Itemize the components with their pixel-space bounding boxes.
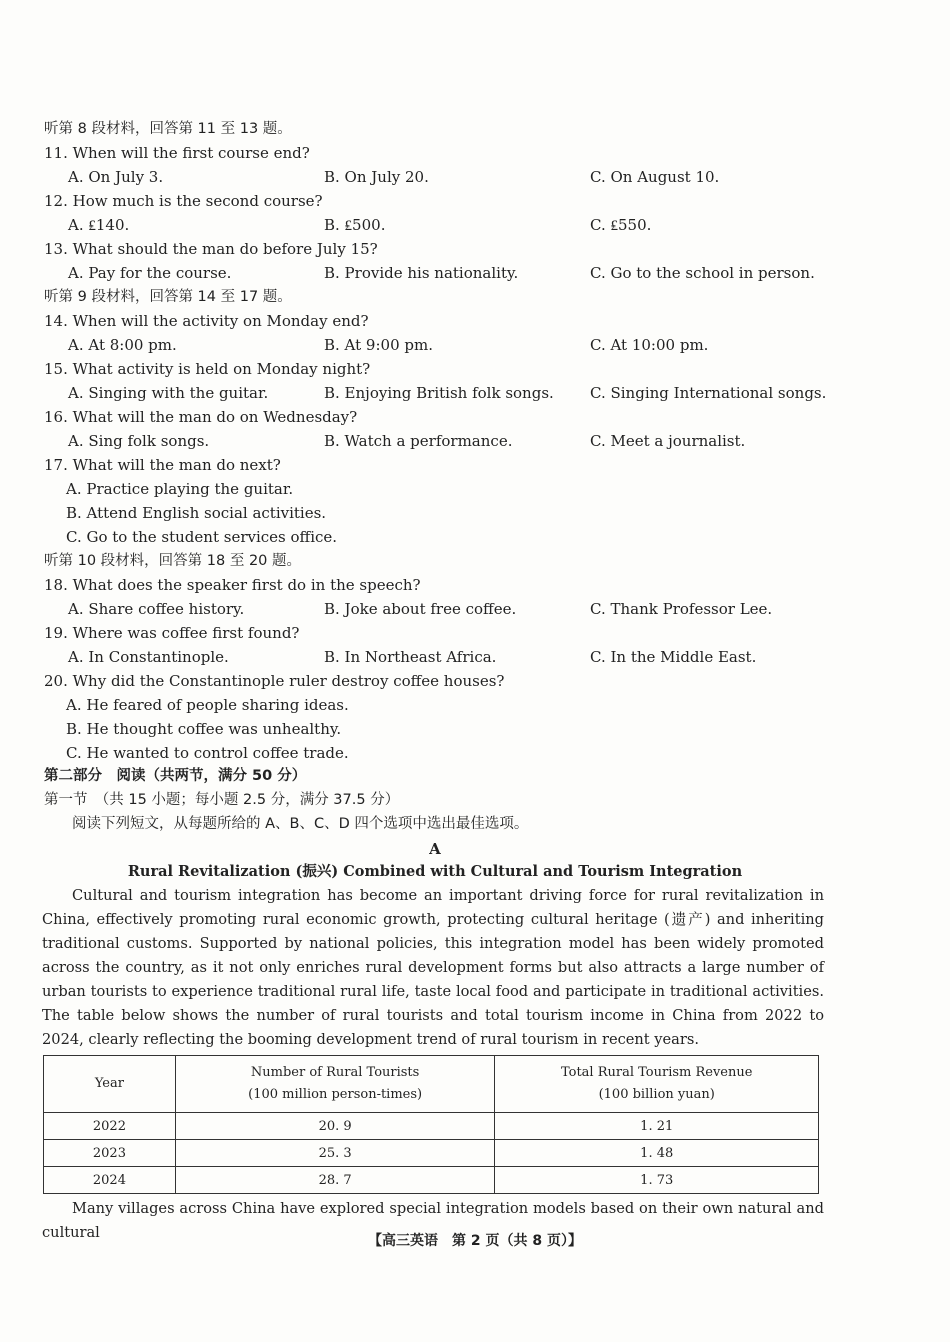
section1-title: 第一节 （共 15 小题；每小题 2.5 分，满分 37.5 分） (44, 792, 400, 808)
answer-option: A. Practice playing the guitar. (66, 480, 294, 498)
cell-tourists: 20. 9 (175, 1113, 495, 1140)
question-stem: 18. What does the speaker first do in the speech? (44, 576, 421, 594)
question-stem: 14. When will the activity on Monday end? (44, 312, 369, 330)
answer-option: A. Sing folk songs. (68, 432, 210, 450)
cell-tourists: 25. 3 (175, 1140, 495, 1167)
header-revenue-unit: (100 billion yuan) (598, 1087, 715, 1102)
answer-option: A. ₤140. (68, 216, 130, 234)
passage-title: Rural Revitalization (振兴) Combined with Cultural and Tourism Integration (127, 863, 743, 880)
answer-option: B. Joke about free coffee. (324, 600, 517, 618)
passage-letter: A (429, 840, 441, 858)
page-footer: 【高三英语 第 2 页（共 8 页）】 (368, 1233, 582, 1249)
table-row (44, 1167, 819, 1194)
answer-option: B. Watch a performance. (324, 432, 513, 450)
answer-option: C. At 10:00 pm. (590, 336, 709, 354)
question-stem: 13. What should the man do before July 15? (44, 240, 378, 258)
header-tourists (175, 1056, 495, 1113)
reading-instruction: 阅读下列短文，从每题所给的 A、B、C、D 四个选项中选出最佳选项。 (72, 816, 529, 832)
question-stem: 15. What activity is held on Monday night? (44, 360, 371, 378)
answer-option: B. He thought coffee was unhealthy. (66, 720, 342, 738)
answer-option: A. On July 3. (68, 168, 164, 186)
passage-paragraph-2: Many villages across China have explored special integration models based on their own natural and cultural (42, 1200, 824, 1241)
answer-option: A. At 8:00 pm. (68, 336, 177, 354)
answer-option: C. He wanted to control coffee trade. (66, 744, 349, 762)
cell-year: 2022 (44, 1113, 176, 1140)
answer-option: B. In Northeast Africa. (324, 648, 497, 666)
cell-year: 2023 (44, 1140, 176, 1167)
table-header-row (44, 1056, 819, 1113)
part2-title: 第二部分 阅读（共两节，满分 50 分） (44, 768, 307, 784)
answer-option: C. On August 10. (590, 168, 720, 186)
question-stem: 11. When will the first course end? (44, 144, 310, 162)
answer-option: C. Go to the school in person. (590, 264, 815, 282)
question-stem: 16. What will the man do on Wednesday? (44, 408, 358, 426)
answer-option: A. Share coffee history. (68, 600, 245, 618)
table-row (44, 1140, 819, 1167)
section-header: 听第 10 段材料，回答第 18 至 20 题。 (44, 553, 302, 569)
answer-option: B. Enjoying British folk songs. (324, 384, 554, 402)
question-stem: 17. What will the man do next? (44, 456, 281, 474)
answer-option: C. Go to the student services office. (66, 528, 338, 546)
answer-option: C. Meet a journalist. (590, 432, 746, 450)
header-year: Year (44, 1056, 176, 1113)
answer-option: B. On July 20. (324, 168, 429, 186)
answer-option: B. Attend English social activities. (66, 504, 327, 522)
cell-tourists: 28. 7 (175, 1167, 495, 1194)
answer-option: A. Singing with the guitar. (68, 384, 269, 402)
answer-option: C. In the Middle East. (590, 648, 757, 666)
answer-option: A. Pay for the course. (68, 264, 232, 282)
question-stem: 20. Why did the Constantinople ruler destroy coffee houses? (44, 672, 505, 690)
answer-option: A. In Constantinople. (68, 648, 229, 666)
answer-option: C. Singing International songs. (590, 384, 827, 402)
answer-option: B. ₤500. (324, 216, 386, 234)
answer-option: B. At 9:00 pm. (324, 336, 433, 354)
answer-option: C. Thank Professor Lee. (590, 600, 773, 618)
cell-revenue: 1. 21 (495, 1113, 819, 1140)
section-header: 听第 9 段材料，回答第 14 至 17 题。 (44, 289, 292, 305)
tourism-table (43, 1055, 819, 1194)
header-revenue (495, 1056, 819, 1113)
table-row (44, 1113, 819, 1140)
cell-revenue: 1. 73 (495, 1167, 819, 1194)
passage-paragraph-1: Cultural and tourism integration has become an important driving force for rural revitalization in China, effectively promoting rural economic growth, protecting cultural heritage (遗产) and inheriting traditional customs. Supported by national policies, this integration model has been widely promoted across the country, as it not only enriches rural development forms but also attracts a large number of urban tourists to experience traditional rural life, taste local food and participate in traditional activities. The table below shows the number of rural tourists and total tourism income in China from 2022 to 2024, clearly reflecting the booming development trend of rural tourism in recent years. (42, 887, 824, 1048)
question-stem: 12. How much is the second course? (44, 192, 323, 210)
answer-option: C. ₤550. (590, 216, 652, 234)
answer-option: B. Provide his nationality. (324, 264, 519, 282)
section-header: 听第 8 段材料，回答第 11 至 13 题。 (44, 121, 292, 137)
cell-year: 2024 (44, 1167, 176, 1194)
header-revenue-label: Total Rural Tourism Revenue (560, 1065, 753, 1080)
answer-option: A. He feared of people sharing ideas. (66, 696, 349, 714)
cell-revenue: 1. 48 (495, 1140, 819, 1167)
question-stem: 19. Where was coffee first found? (44, 624, 300, 642)
header-tourists-unit: (100 million person-times) (248, 1087, 423, 1102)
header-tourists-label: Number of Rural Tourists (250, 1065, 420, 1080)
